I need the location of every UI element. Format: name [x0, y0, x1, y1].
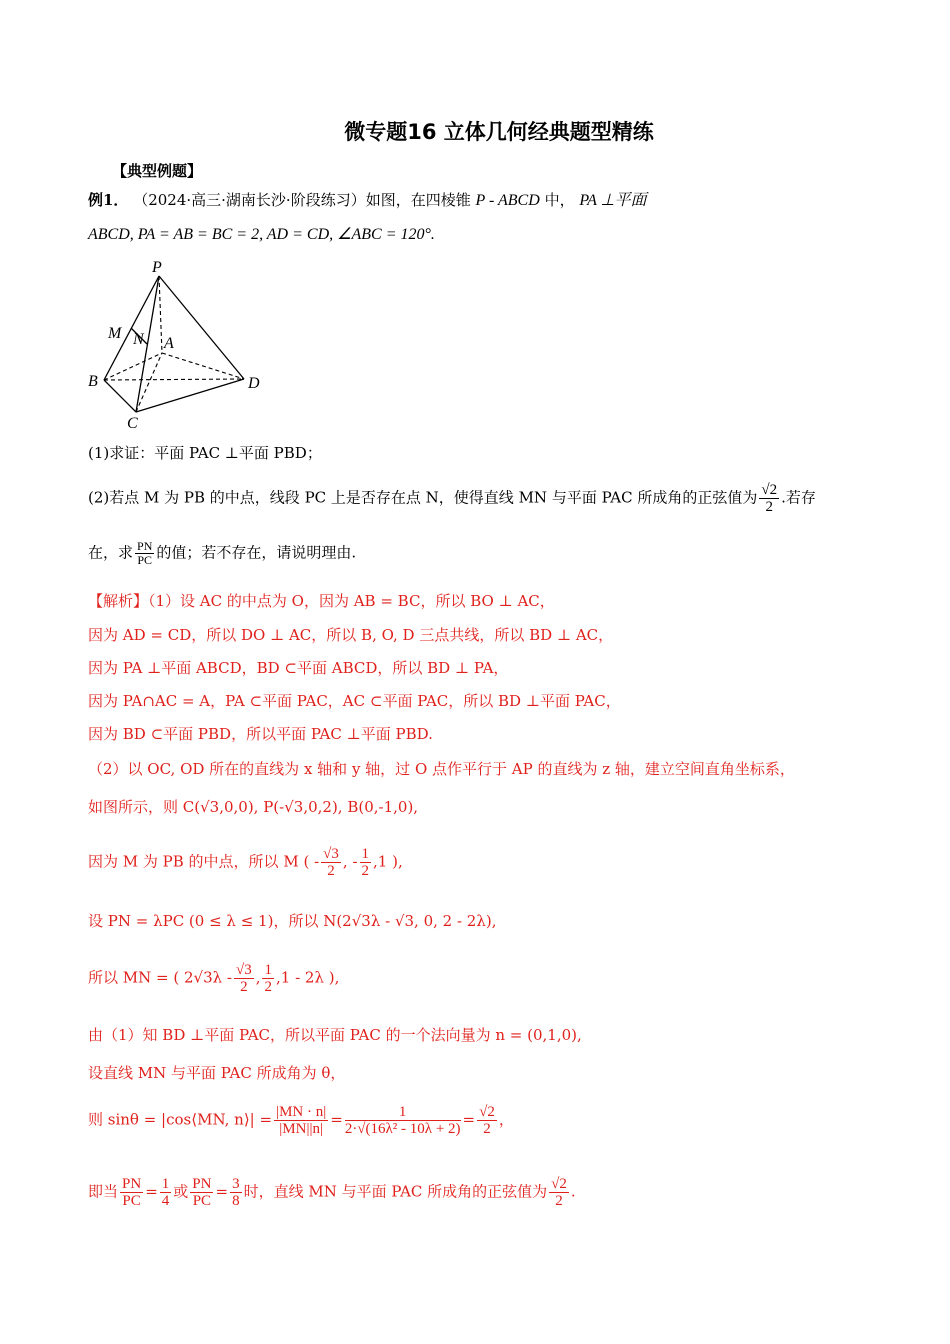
solution-line-10: 所以 MN = ( 2√3λ - $\frac{√3}{2}$ , $\frac{1}{2}$ ,1 - 2λ ),: [88, 962, 340, 995]
fraction-half: $\frac{1}{2}$: [264, 962, 272, 995]
fraction-sqrt2-over-2: $\frac{√2}{2}$: [761, 482, 778, 515]
example-zhong: 中，: [544, 191, 575, 209]
fraction-pn-pc-a: $\frac{PN}{PC}$: [122, 1176, 142, 1209]
solution-line-4: 因为 PA∩AC = A，PA ⊂平面 PAC，AC ⊂平面 PAC，所以 BD ⊥平面 PAC，: [88, 692, 621, 710]
pyramid-figure: [84, 256, 274, 432]
edge-pa-hidden: [159, 276, 162, 353]
diagonal-bd-hidden: [104, 379, 244, 380]
label-b: B: [88, 373, 98, 390]
edge-ba-hidden: [104, 353, 162, 380]
example-source: （2024·高三·湖南长沙·阶段练习）如图，在四棱锥: [133, 191, 471, 209]
fraction-sqrt2-over-2-result: $\frac{√2}{2}$: [479, 1104, 495, 1137]
solution-line-1: 【解析】（1）设 AC 的中点为 O，因为 AB = BC，所以 BO ⊥ AC，: [88, 592, 555, 610]
label-n: N: [133, 331, 144, 348]
q2-text-c1: 在，求: [88, 543, 134, 562]
page-title: 微专题16 立体几何经典题型精练: [344, 120, 654, 144]
solution-line-3: 因为 PA ⊥平面 ABCD，BD ⊂平面 ABCD，所以 BD ⊥ PA，: [88, 659, 509, 677]
solution-line-2: 因为 AD = CD，所以 DO ⊥ AC，所以 B, O, D 三点共线，所以 BD ⊥ AC，: [88, 626, 614, 644]
fraction-one-over-root: $\frac{1}{\text{2·√(16λ² - 10λ + 2)}}$: [344, 1104, 461, 1137]
example-perp: PA ⊥平面: [579, 192, 647, 209]
fraction-sqrt2-over-2-final: $\frac{√2}{2}$: [551, 1176, 567, 1209]
solution-line-9: 设 PN = λPC (0 ≤ λ ≤ 1)，所以 N(2√3λ - √3, 0, 2 - 2λ),: [88, 912, 497, 930]
q2-text-c2: 的值；若不存在，请说明理由.: [156, 543, 357, 562]
fraction-neg-half: $\frac{1}{2}$: [361, 846, 370, 879]
solution-line-14: 即当 $\frac{PN}{PC}$ = $\frac{1}{4}$ 或 $\frac{PN}{PC}$ = $\frac{3}{8}$ 时，直线 MN 与平面 PAC 所成角的正弦值为 $\frac{√2}{2}$ .: [88, 1176, 576, 1209]
solution-line-8: 因为 M 为 PB 的中点，所以 M ( - $\frac{√3}{2}$ , - $\frac{1}{2}$ ,1 ),: [88, 846, 403, 879]
section-heading: 【典型例题】: [112, 162, 203, 180]
pyramid-name: P - ABCD: [475, 192, 540, 209]
diagonal-ca-hidden: [136, 353, 162, 412]
example-label: 例1．: [88, 191, 129, 209]
example-conditions: ABCD, PA = AB = BC = 2, AD = CD, ∠ABC = 120°.: [88, 226, 435, 243]
solution-line-12: 设直线 MN 与平面 PAC 所成角为 θ，: [88, 1064, 346, 1082]
question-1: (1)求证：平面 PAC ⊥平面 PBD；: [88, 444, 322, 462]
edge-ad-hidden: [162, 353, 244, 379]
label-p: P: [152, 259, 162, 276]
edge-bc: [104, 380, 136, 412]
question-2-line-1: [88, 482, 816, 515]
fraction-sqrt3-over-2: $\frac{√3}{2}$: [235, 962, 252, 995]
label-d: D: [248, 375, 260, 392]
label-a: A: [164, 335, 174, 352]
edge-pd: [159, 276, 244, 379]
example-line-1: [88, 189, 647, 212]
fraction-pn-pc-b: $\frac{PN}{PC}$: [192, 1176, 212, 1209]
fraction-neg-sqrt3-over-2: $\frac{√3}{2}$: [323, 846, 339, 879]
label-c: C: [127, 415, 138, 432]
fraction-pn-over-pc: $\frac{PN}{PC}$: [137, 539, 153, 567]
q2-text-b: .若存: [781, 488, 816, 507]
question-2-line-2: [88, 540, 356, 567]
solution-line-13: 则 sinθ = |cos⟨MN, n⟩| = $\frac{|MN \cdot n|}{|MN||n|}$ = $\frac{1}{\text{2·√(16λ² - 10λ + 2)}}$ = $\frac{√2}{2}$ ，: [88, 1104, 514, 1137]
q2-text-a: (2)若点 M 为 PB 的中点，线段 PC 上是否存在点 N，使得直线 MN 与平面 PAC 所成角的正弦值为: [88, 488, 758, 507]
solution-line-11: 由（1）知 BD ⊥平面 PAC，所以平面 PAC 的一个法向量为 n = (0,1,0),: [88, 1026, 582, 1044]
label-m: M: [108, 325, 122, 342]
fraction-dot-over-norms: $\frac{|MN \cdot n|}{|MN||n|}$: [276, 1104, 327, 1137]
fraction-one-quarter: $\frac{1}{4}$: [161, 1176, 170, 1209]
edge-cd: [136, 379, 244, 412]
fraction-three-eighths: $\frac{3}{8}$: [232, 1176, 240, 1209]
solution-line-7: 如图所示，则 C(√3,0,0), P(-√3,0,2), B(0,-1,0),: [88, 798, 419, 816]
solution-line-5: 因为 BD ⊂平面 PBD，所以平面 PAC ⊥平面 PBD.: [88, 725, 433, 743]
solution-line-6: （2）以 OC, OD 所在的直线为 x 轴和 y 轴，过 O 点作平行于 AP 的直线为 z 轴，建立空间直角坐标系，: [88, 760, 795, 778]
